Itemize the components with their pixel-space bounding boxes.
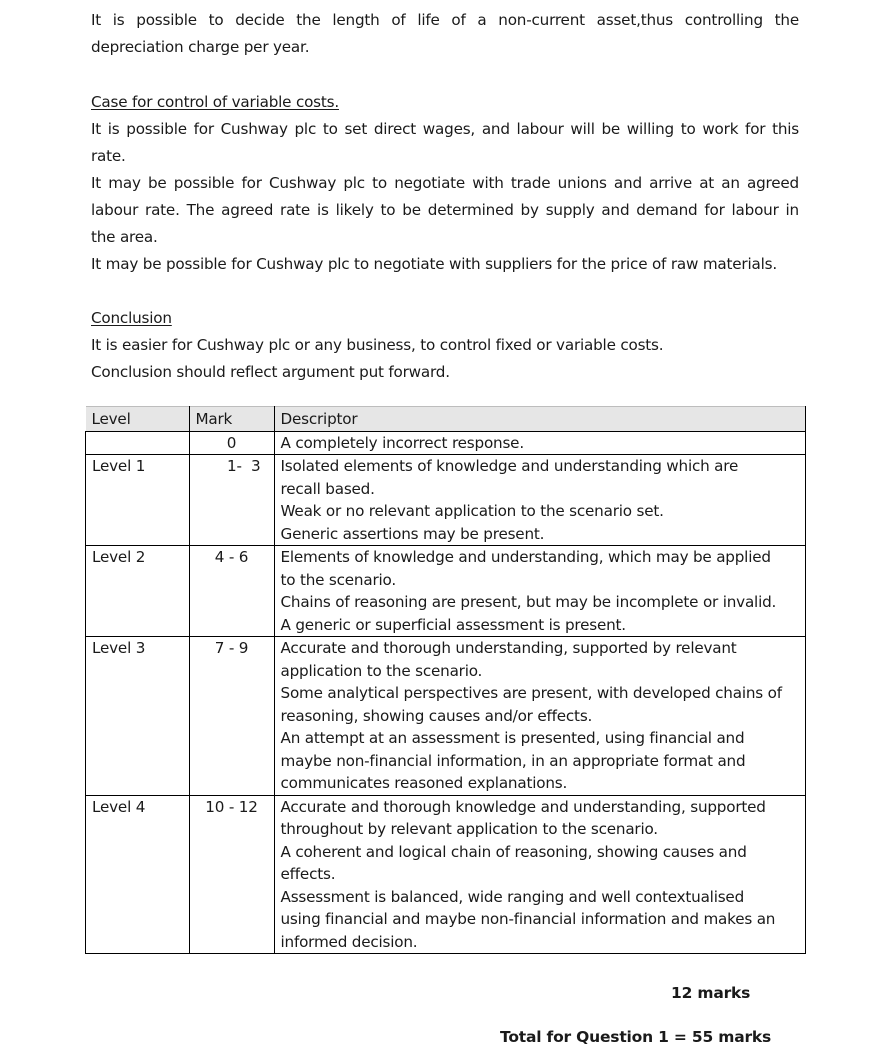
level-cell: Level 2 — [86, 546, 190, 637]
variable-costs-line: It may be possible for Cushway plc to negotiate with trade unions and arrive at an agreed — [91, 174, 799, 192]
descriptor-line: Isolated elements of knowledge and understanding which are — [280, 457, 739, 475]
descriptor-line: effects. — [280, 865, 336, 883]
variable-costs-line: the area. — [91, 228, 158, 246]
header-descriptor: Descriptor — [274, 407, 806, 432]
header-level: Level — [86, 407, 190, 432]
table-row — [86, 795, 806, 954]
descriptor-line: Chains of reasoning are present, but may be incomplete or invalid. — [280, 593, 777, 611]
conclusion-heading: Conclusion — [91, 309, 172, 327]
descriptor-cell — [274, 546, 806, 637]
conclusion-line: It is easier for Cushway plc or any business, to control fixed or variable costs. — [91, 336, 664, 354]
descriptor-line: Elements of knowledge and understanding, which may be applied — [280, 548, 771, 566]
descriptor-line: throughout by relevant application to the scenario. — [280, 820, 658, 838]
descriptor-line: Generic assertions may be present. — [280, 524, 545, 543]
conclusion-line: Conclusion should reflect argument put forward. — [91, 363, 450, 381]
descriptor-cell — [274, 455, 806, 546]
variable-costs-line: It may be possible for Cushway plc to negotiate with suppliers for the price of raw materials. — [91, 255, 777, 273]
question-part-marks: 12 marks — [671, 984, 751, 1002]
descriptor-line: A generic or superficial assessment is present. — [280, 615, 626, 634]
mark-cell: 7 - 9 — [189, 637, 274, 796]
levels-mark-table — [85, 406, 806, 954]
intro-line: depreciation charge per year. — [91, 38, 310, 56]
table-row — [86, 455, 806, 546]
descriptor-line: Assessment is balanced, wide ranging and well contextualised — [280, 887, 745, 906]
descriptor-line: to the scenario. — [280, 570, 396, 589]
variable-costs-line: rate. — [91, 147, 126, 165]
mark-cell: 1- 3 — [189, 455, 274, 546]
descriptor-line: informed decision. — [280, 932, 418, 951]
intro-paragraph — [91, 7, 799, 61]
descriptor-cell — [274, 795, 806, 954]
variable-costs-heading: Case for control of variable costs. — [91, 93, 339, 111]
descriptor-line: A completely incorrect response. — [280, 433, 524, 452]
descriptor-line: recall based. — [280, 479, 375, 498]
descriptor-line: An attempt at an assessment is presented, using financial and — [280, 729, 745, 747]
descriptor-line: reasoning, showing causes and/or effects. — [280, 706, 593, 725]
header-mark: Mark — [189, 407, 274, 432]
descriptor-line: maybe non-financial information, in an appropriate format and — [280, 751, 746, 770]
mark-cell: 4 - 6 — [189, 546, 274, 637]
level-cell: Level 3 — [86, 637, 190, 796]
descriptor-line: Weak or no relevant application to the scenario set. — [280, 502, 664, 520]
variable-costs-line: labour rate. The agreed rate is likely to be determined by supply and demand for labour in — [91, 201, 799, 219]
descriptor-line: Accurate and thorough knowledge and understanding, supported — [280, 797, 766, 816]
intro-line: It is possible to decide the length of life of a non-current asset,thus controlling the — [91, 11, 799, 29]
table-header-row — [86, 407, 806, 432]
mark-cell: 10 - 12 — [189, 795, 274, 954]
descriptor-line: A coherent and logical chain of reasoning, showing causes and — [280, 842, 747, 861]
conclusion-section — [91, 305, 799, 386]
question-total-marks: Total for Question 1 = 55 marks — [500, 1028, 772, 1046]
variable-costs-section — [91, 89, 799, 278]
descriptor-line: using financial and maybe non-financial information and makes an — [280, 910, 776, 928]
level-cell — [86, 431, 190, 455]
table-row — [86, 546, 806, 637]
descriptor-line: Some analytical perspectives are present, with developed chains of — [280, 684, 782, 702]
descriptor-cell — [274, 637, 806, 796]
mark-cell: 0 — [189, 431, 274, 455]
descriptor-line: application to the scenario. — [280, 661, 483, 680]
table-row — [86, 637, 806, 796]
descriptor-line: Accurate and thorough understanding, supported by relevant — [280, 639, 737, 657]
table-row — [86, 431, 806, 455]
descriptor-line: communicates reasoned explanations. — [280, 774, 568, 792]
descriptor-cell — [274, 431, 806, 455]
variable-costs-line: It is possible for Cushway plc to set direct wages, and labour will be willing to work for this — [91, 120, 799, 138]
level-cell: Level 4 — [86, 795, 190, 954]
level-cell: Level 1 — [86, 455, 190, 546]
